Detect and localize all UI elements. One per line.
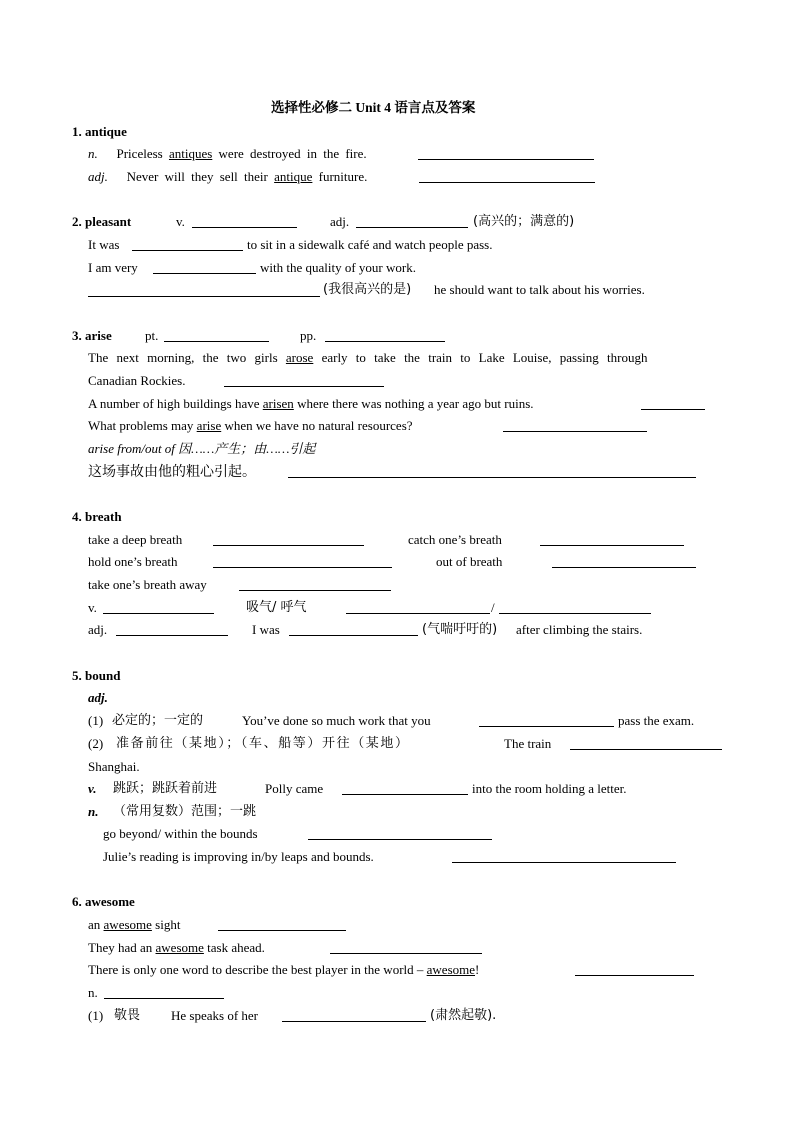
arise-example-3 (88, 417, 413, 435)
sentence-text: Shanghai. (88, 759, 140, 774)
arise-example-2 (88, 395, 534, 413)
target-word: antique (274, 169, 313, 184)
sentence-text: task ahead. (207, 940, 265, 955)
chinese-gloss: 敬畏 (114, 1008, 141, 1023)
answer-blank[interactable] (452, 850, 676, 863)
answer-blank[interactable] (224, 374, 384, 387)
section-heading-arise: 3. arise (72, 328, 112, 343)
chinese-gloss: (我很高兴的是) (323, 282, 412, 297)
sentence-text: Priceless (116, 146, 163, 161)
awesome-example-3 (88, 961, 479, 979)
answer-blank[interactable] (540, 533, 684, 546)
sentence-text: They had an (88, 940, 153, 955)
target-word: arise (196, 418, 222, 433)
answer-blank[interactable] (132, 238, 243, 251)
arise-example-1 (88, 349, 647, 367)
sentence-text: he should want to talk about his worries. (434, 282, 645, 297)
chinese-gloss: 准备前往（某地）；（车、船等）开往（某地） (116, 736, 410, 751)
pos-label: v. (88, 781, 97, 796)
answer-blank[interactable] (479, 714, 614, 727)
target-word: antiques (168, 146, 213, 161)
antique-adj-line (88, 168, 367, 186)
sentence-text: Polly came (265, 781, 324, 796)
answer-blank[interactable] (552, 555, 696, 568)
sentence-text: He speaks of her (171, 1008, 258, 1023)
chinese-gloss: 必定的；一定的 (112, 713, 204, 728)
chinese-gloss: 跳跃；跳跃着前进 (113, 781, 218, 796)
phrase: out of breath (436, 554, 503, 569)
answer-blank[interactable] (218, 918, 346, 931)
sentence-text: The next morning, the two girls (88, 350, 278, 365)
answer-blank[interactable] (239, 578, 391, 591)
antique-noun-line (88, 145, 367, 163)
pos-label: pt. (145, 328, 159, 343)
target-word: awesome (426, 962, 476, 977)
awesome-example-2 (88, 939, 265, 957)
answer-blank[interactable] (103, 601, 214, 614)
sentence-text: Canadian Rockies. (88, 373, 186, 388)
pos-label: n. (88, 146, 98, 161)
phrase-arise-from: arise from/out of 因……产生；由……引起 (88, 441, 316, 456)
answer-blank[interactable] (418, 147, 594, 160)
sentence-text: after climbing the stairs. (516, 622, 643, 637)
meaning-number: (1) (88, 1008, 104, 1023)
meaning-number: (2) (88, 736, 104, 751)
answer-blank[interactable] (330, 941, 482, 954)
pos-label: adj. (88, 169, 108, 184)
sentence-text: were destroyed in the fire. (218, 146, 367, 161)
target-word: awesome (103, 917, 152, 932)
answer-blank[interactable] (289, 623, 418, 636)
awesome-example-1 (88, 916, 180, 934)
sentence-text: The train (504, 736, 552, 751)
section-heading-breath: 4. breath (72, 509, 122, 524)
answer-blank[interactable] (288, 465, 696, 478)
phrase: hold one’s breath (88, 554, 178, 569)
sentence-text: You’ve done so much work that you (242, 713, 431, 728)
sentence-text: A number of high buildings have (88, 396, 260, 411)
sentence-text: I am very (88, 260, 138, 275)
section-heading-awesome: 6. awesome (72, 894, 135, 909)
answer-blank[interactable] (153, 261, 256, 274)
answer-blank[interactable] (308, 827, 492, 840)
pos-label: n. (88, 985, 98, 1000)
slash-separator: / (491, 600, 495, 615)
sentence-text: an (88, 917, 101, 932)
pos-label: adj. (88, 622, 108, 637)
sentence-text: What problems may (88, 418, 194, 433)
answer-blank[interactable] (570, 737, 722, 750)
chinese-gloss: (高兴的；满意的) (473, 214, 575, 229)
answer-blank[interactable] (641, 397, 705, 410)
page-title: 选择性必修二 Unit 4 语言点及答案 (271, 100, 476, 115)
answer-blank[interactable] (503, 419, 647, 432)
meaning-number: (1) (88, 713, 104, 728)
sentence-text: I was (252, 622, 280, 637)
sentence-text: Julie’s reading is improving in/by leaps and bounds. (103, 849, 374, 864)
section-heading-bound: 5. bound (72, 668, 121, 683)
section-heading-pleasant: 2. pleasant (72, 214, 132, 229)
answer-blank[interactable] (282, 1009, 426, 1022)
answer-blank[interactable] (116, 623, 228, 636)
answer-blank[interactable] (342, 782, 468, 795)
sentence-text: sight (155, 917, 181, 932)
pos-label: adj. (330, 214, 350, 229)
sentence-text: pass the exam. (618, 713, 695, 728)
phrase: go beyond/ within the bounds (103, 826, 258, 841)
sentence-text: where there was nothing a year ago but ruins. (297, 396, 534, 411)
pos-label: v. (88, 600, 97, 615)
pos-label: n. (88, 804, 99, 819)
chinese-gloss: 吸气/ 呼气 (246, 600, 307, 615)
answer-blank[interactable] (192, 215, 297, 228)
sentence-text: to sit in a sidewalk café and watch people pass. (247, 237, 493, 252)
chinese-gloss: (气喘吁吁的) (422, 622, 498, 637)
answer-blank[interactable] (346, 601, 490, 614)
sentence-text: Never will they sell their (126, 169, 268, 184)
pos-label: pp. (300, 328, 317, 343)
answer-blank[interactable] (499, 601, 651, 614)
phrase: catch one’s breath (408, 532, 502, 547)
pos-label: adj. (88, 690, 108, 705)
sentence-text: There is only one word to describe the best player in the world – (88, 962, 424, 977)
phrase: take one’s breath away (88, 577, 207, 592)
sentence-text: with the quality of your work. (260, 260, 416, 275)
sentence-text: ! (475, 962, 480, 977)
answer-blank[interactable] (164, 329, 269, 342)
answer-blank[interactable] (575, 963, 694, 976)
answer-blank[interactable] (419, 170, 595, 183)
chinese-gloss: （常用复数）范围；一跳 (113, 804, 257, 819)
chinese-gloss: (肃然起敬). (430, 1008, 497, 1023)
target-word: awesome (155, 940, 204, 955)
sentence-text: early to take the train to Lake Louise, passing through (321, 350, 648, 365)
sentence-text: when we have no natural resources? (224, 418, 413, 433)
section-heading-antique: 1. antique (72, 124, 127, 139)
target-word: arose (285, 350, 314, 365)
sentence-text: into the room holding a letter. (472, 781, 627, 796)
sentence-text: furniture. (318, 169, 368, 184)
target-word: arisen (262, 396, 294, 411)
phrase: take a deep breath (88, 532, 183, 547)
answer-blank[interactable] (213, 533, 364, 546)
answer-blank[interactable] (356, 215, 468, 228)
translation-sentence: 这场事故由他的粗心引起。 (88, 464, 256, 480)
pos-label: v. (176, 214, 185, 229)
sentence-text: It was (88, 237, 120, 252)
answer-blank[interactable] (325, 329, 445, 342)
answer-blank[interactable] (213, 555, 392, 568)
answer-blank[interactable] (88, 284, 320, 297)
answer-blank[interactable] (104, 986, 224, 999)
